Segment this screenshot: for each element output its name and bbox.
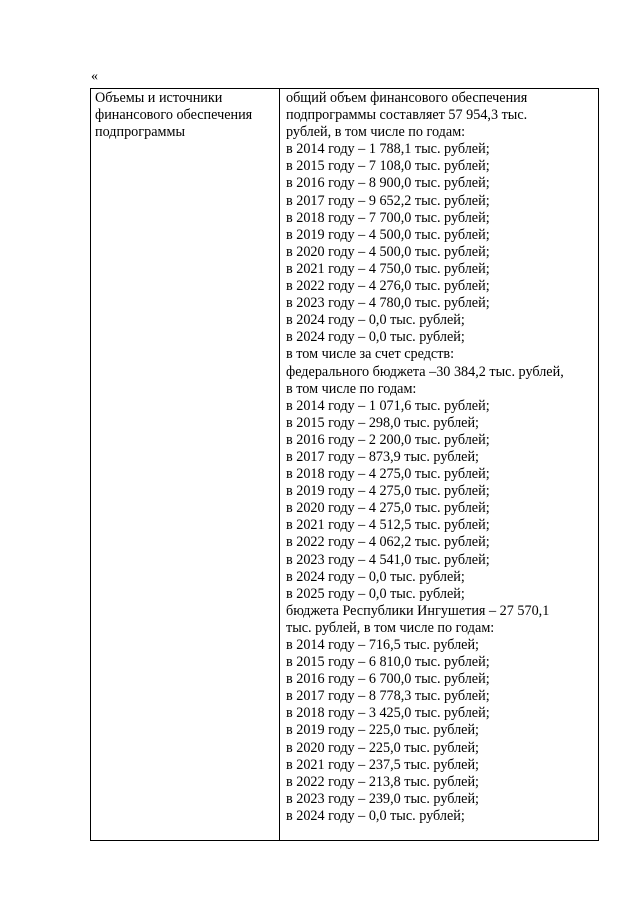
text-line: в 2021 году – 237,5 тыс. рублей; <box>286 756 479 773</box>
text-line: в 2018 году – 7 700,0 тыс. рублей; <box>286 209 490 226</box>
text-line: в 2021 году – 4 512,5 тыс. рублей; <box>286 517 490 534</box>
funding-details-cell <box>280 89 599 841</box>
text-line: в 2015 году – 7 108,0 тыс. рублей; <box>286 158 490 175</box>
text-line: в 2019 году – 4 275,0 тыс. рублей; <box>286 483 490 500</box>
text-line: рублей, в том числе по годам: <box>286 124 466 141</box>
text-line: в 2015 году – 298,0 тыс. рублей; <box>286 414 479 431</box>
text-line: в 2014 году – 1 071,6 тыс. рублей; <box>286 397 490 414</box>
text-line: в 2016 году – 6 700,0 тыс. рублей; <box>286 671 490 688</box>
table-row <box>91 89 599 841</box>
text-line: в 2024 году – 0,0 тыс. рублей; <box>286 807 465 824</box>
funding-details-text <box>280 89 598 825</box>
opening-quote-mark: « <box>91 69 98 84</box>
text-line: в 2023 году – 239,0 тыс. рублей; <box>286 790 479 807</box>
text-line: в 2023 году – 4 780,0 тыс. рублей; <box>286 295 490 312</box>
text-line: в 2017 году – 873,9 тыс. рублей; <box>286 448 479 465</box>
subprogram-funding-table <box>90 88 599 841</box>
text-line: федерального бюджета –30 384,2 тыс. рублей, <box>286 363 564 380</box>
text-line: в 2023 году – 4 541,0 тыс. рублей; <box>286 551 490 568</box>
text-line: в 2016 году – 8 900,0 тыс. рублей; <box>286 175 490 192</box>
text-line: в 2024 году – 0,0 тыс. рублей; <box>286 568 465 585</box>
funding-label-text <box>91 89 279 141</box>
funding-label-cell <box>91 89 280 841</box>
text-line: в 2020 году – 225,0 тыс. рублей; <box>286 739 479 756</box>
text-line: в 2014 году – 716,5 тыс. рублей; <box>286 637 479 653</box>
text-line: в 2017 году – 9 652,2 тыс. рублей; <box>286 192 490 209</box>
text-line: общий объем финансового обеспечения <box>286 90 528 106</box>
text-line: в том числе за счет средств: <box>286 346 455 363</box>
text-line: в 2016 году – 2 200,0 тыс. рублей; <box>286 431 490 448</box>
text-line: Объемы и источники <box>95 90 223 106</box>
text-line: в 2022 году – 213,8 тыс. рублей; <box>286 773 479 790</box>
text-line: в 2014 году – 1 788,1 тыс. рублей; <box>286 141 490 158</box>
text-line: в 2025 году – 0,0 тыс. рублей; <box>286 585 465 602</box>
text-line: в 2020 году – 4 500,0 тыс. рублей; <box>286 243 490 260</box>
text-line: подпрограммы <box>95 124 185 141</box>
text-line: в 2022 году – 4 276,0 тыс. рублей; <box>286 278 490 295</box>
text-line: в 2015 году – 6 810,0 тыс. рублей; <box>286 654 490 671</box>
text-line: бюджета Республики Ингушетия – 27 570,1 <box>286 602 550 619</box>
text-line: в 2018 году – 3 425,0 тыс. рублей; <box>286 705 490 722</box>
text-line: в 2024 году – 0,0 тыс. рублей; <box>286 312 465 329</box>
text-line: в 2021 году – 4 750,0 тыс. рублей; <box>286 260 490 277</box>
text-line: в 2019 году – 225,0 тыс. рублей; <box>286 722 479 739</box>
text-line: в том числе по годам: <box>286 380 417 397</box>
text-line: в 2019 году – 4 500,0 тыс. рублей; <box>286 226 490 243</box>
text-line: в 2024 году – 0,0 тыс. рублей; <box>286 329 465 346</box>
text-line: подпрограммы составляет 57 954,3 тыс. <box>286 107 528 124</box>
text-line: в 2017 году – 8 778,3 тыс. рублей; <box>286 688 490 705</box>
text-line: в 2022 году – 4 062,2 тыс. рублей; <box>286 534 490 551</box>
text-line: тыс. рублей, в том числе по годам: <box>286 619 495 636</box>
text-line: в 2020 году – 4 275,0 тыс. рублей; <box>286 500 490 517</box>
text-line: финансового обеспечения <box>95 107 253 124</box>
text-line: в 2018 году – 4 275,0 тыс. рублей; <box>286 466 490 483</box>
